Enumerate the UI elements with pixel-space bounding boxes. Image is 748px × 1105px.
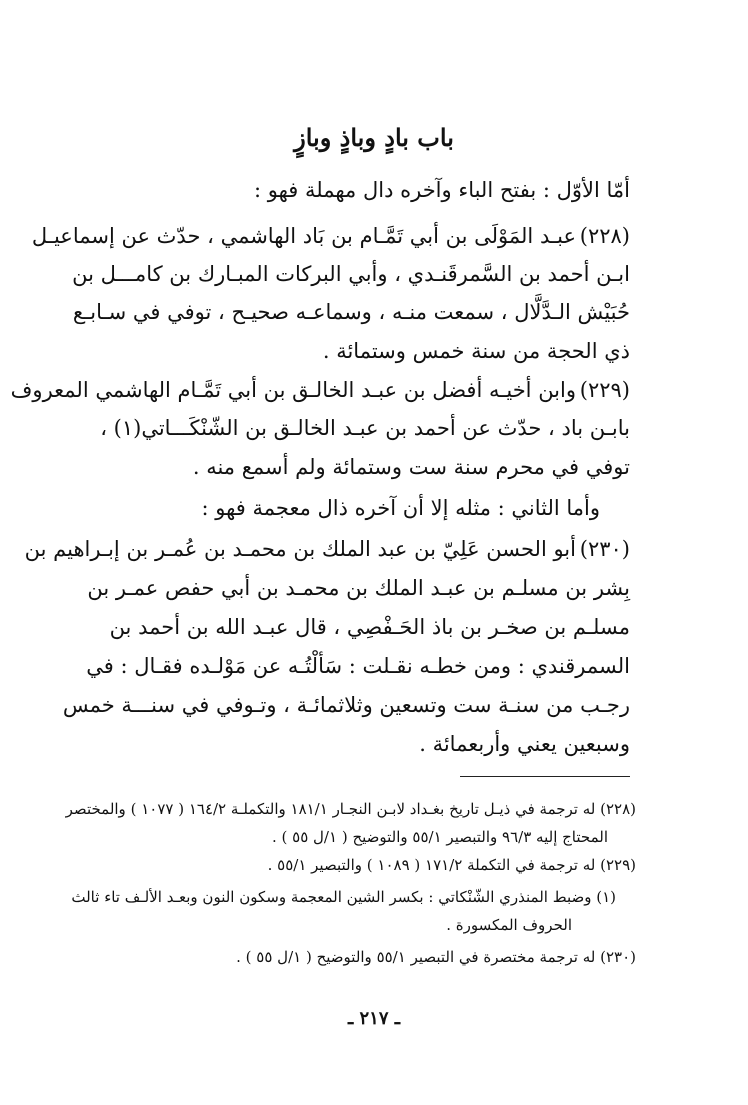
entry-number-229: (٢٢٩) [579, 378, 630, 402]
entry-228-line-3: حُبَيْش الـدَّلَّال ، سمعت منـه ، وسماعـه صحيـح ، توفي في سـابـع [72, 300, 630, 324]
entry-230-line-2: بِشر بن مسلـم بن عبـد الملك بن محمـد بن أبي حفص عمـر بن [87, 576, 630, 600]
footnote-228-line-2: المحتاج إليه ٩٦/٣ والتبصير ٥٥/١ والتوضيح ( ١/ل ٥٥ ) . [271, 828, 608, 846]
page-number: ـ ٢١٧ ـ [347, 1008, 401, 1029]
entry-228-line-1: عبـد المَوْلَى بن أبي تَمَّـام بن بَاد الهاشمي ، حدّث عن إسماعيـل [31, 224, 576, 248]
entry-228-line-4: ذي الحجة من سنة خمس وستمائة . [322, 339, 630, 363]
footnote-separator [460, 776, 630, 777]
entry-229-line-2: بابـن باد ، حدّث عن أحمد بن عبـد الخالـق بن الشّنْكَـــاتي(١) ، [100, 416, 630, 440]
chapter-heading: باب بادٍ وباذٍ وبازٍ [294, 123, 454, 152]
entry-230-line-1: أبو الحسن عَلِيّ بن عبد الملك بن محمـد بن عُمـر بن إبـراهيم بن [24, 537, 576, 561]
entry-229-line-1: وابن أخيـه أفضل بن عبـد الخالـق بن أبي تَمَّـام الهاشمي المعروف [10, 378, 576, 402]
footnote-228-line-1: (٢٢٨) له ترجمة في ذيـل تاريخ بغـداد لابـن النجـار ١٨١/١ والتكملـة ١٦٤/٢ ( ١٠٧٧ ) والمختصر [65, 800, 636, 818]
intro-first-line: أمّا الأوّل : بفتح الباء وآخره دال مهملة فهو : [254, 178, 630, 202]
entry-230-line-3: مسلـم بن صخـر بن باذ الحَـفْصِي ، قال عبـد الله بن أحمد بن [109, 615, 630, 639]
footnote-229: (٢٢٩) له ترجمة في التكملة ١٧١/٢ ( ١٠٨٩ ) والتبصير ٥٥/١ . [267, 856, 636, 874]
entry-229-line-3: توفي في محرم سنة ست وستمائة ولم أسمع منه . [192, 455, 630, 479]
entry-230-line-5: رجـب من سنـة ست وتسعين وثلاثمائـة ، وتـوفي في سنـــة خمس [62, 693, 630, 717]
note-1-line-2: الحروف المكسورة . [446, 916, 572, 934]
intro-second-line: وأما الثاني : مثله إلا أن آخره ذال معجمة فهو : [201, 496, 600, 520]
entry-number-228: (٢٢٨) [579, 224, 630, 248]
footnote-230: (٢٣٠) له ترجمة مختصرة في التبصير ٥٥/١ والتوضيح ( ١/ل ٥٥ ) . [236, 948, 636, 966]
entry-number-230: (٢٣٠) [579, 537, 630, 561]
note-1-line-1: (١) وضبط المنذري الشّنْكاتي : بكسر الشين المعجمة وسكون النون وبعـد الألـف تاء ثالث [71, 888, 616, 906]
entry-230-line-6: وسبعين يعني وأربعمائة . [419, 732, 630, 756]
entry-228-line-2: ابـن أحمد بن السَّمرقَنـدي ، وأبي البركات المبـارك بن كامـــل بن [72, 262, 630, 286]
entry-230-line-4: السمرقندي : ومن خطـه نقـلت : سَألْتُـه عن مَوْلـده فقـال : في [86, 654, 630, 678]
